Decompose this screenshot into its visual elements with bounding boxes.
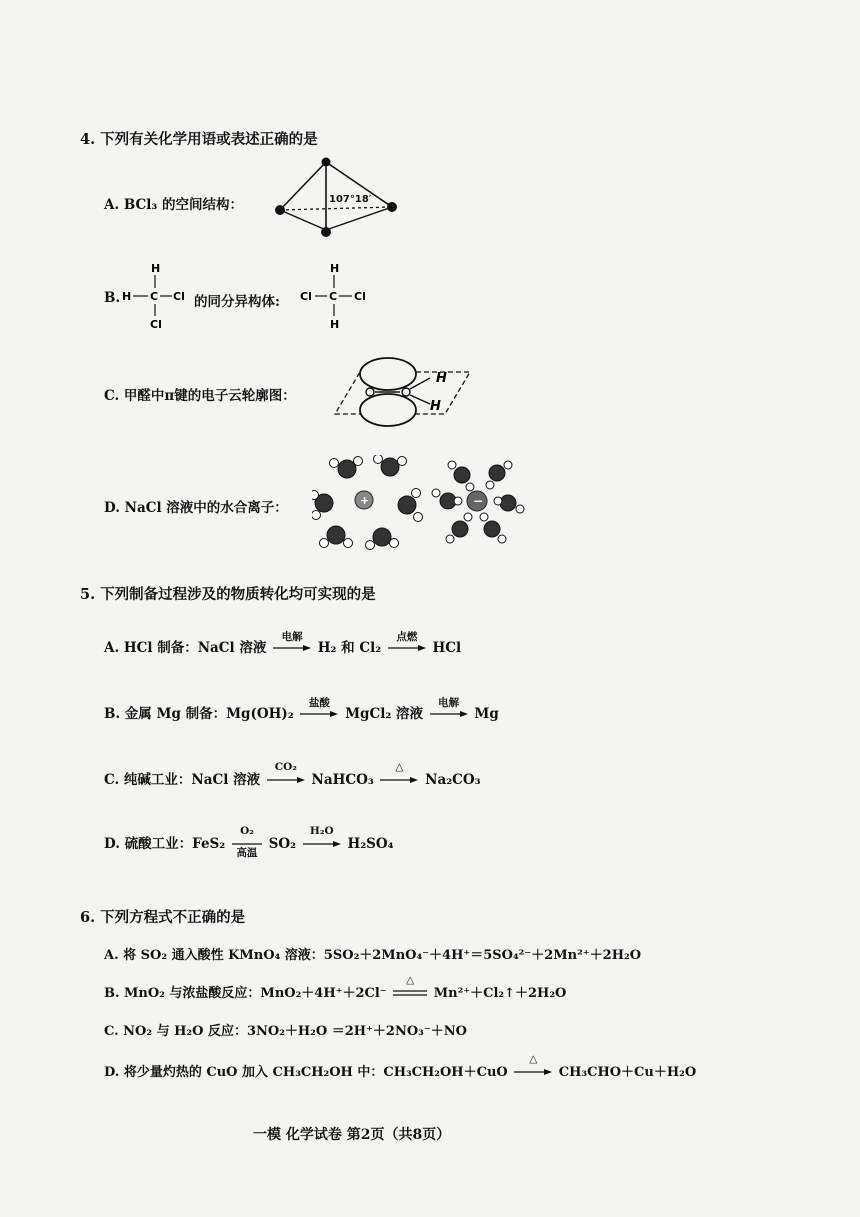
q5-option-a: A. HCl 制备：NaCl 溶液 电解 H₂ 和 Cl₂ 点燃 HCl	[104, 630, 462, 656]
q5-option-c: C. 纯碱工业：NaCl 溶液 CO₂ NaHCO₃ △ Na₂CO₃	[104, 760, 481, 788]
svg-text:Cl: Cl	[354, 290, 366, 303]
hydrated-ions-diagram	[312, 455, 532, 550]
q4-option-b-mid: 的同分异构体:	[194, 294, 280, 310]
q6-option-c: C. NO₂ 与 H₂O 反应：3NO₂＋H₂O ＝2H⁺＋2NO₃⁻＋NO	[104, 1024, 467, 1039]
q5-option-b: B. 金属 Mg 制备：Mg(OH)₂ 盐酸 MgCl₂ 溶液 电解 Mg	[104, 696, 499, 722]
q4-option-c-label: C. 甲醛中π键的电子云轮廓图：	[104, 388, 296, 404]
svg-text:H: H	[330, 262, 340, 275]
formaldehyde-pi-bond-diagram	[330, 352, 480, 432]
bond-angle-label: 107°18′	[329, 194, 372, 205]
svg-text:+: +	[360, 494, 370, 507]
q6-option-d: D. 将少量灼热的 CuO 加入 CH₃CH₂OH 中：CH₃CH₂OH＋CuO △ CH₃CHO＋Cu＋H₂O	[104, 1052, 697, 1080]
svg-text:C: C	[150, 290, 159, 303]
svg-text:Cl: Cl	[150, 318, 162, 331]
ch2cl2-structure-1	[120, 258, 190, 336]
q4-option-a-label: A. BCl₃ 的空间结构：	[104, 197, 244, 213]
svg-text:H: H	[330, 318, 340, 331]
bcl3-structure-diagram	[262, 152, 402, 242]
q6-option-a: A. 将 SO₂ 通入酸性 KMnO₄ 溶液：5SO₂＋2MnO₄⁻＋4H⁺＝5SO₄²⁻＋2Mn²⁺＋2H₂O	[104, 948, 642, 963]
q4-option-b-label: B.	[104, 290, 121, 306]
q6-stem: 6. 下列方程式不正确的是	[80, 909, 246, 926]
svg-text:H: H	[151, 262, 161, 275]
svg-text:Cl: Cl	[300, 290, 312, 303]
q5-option-d: D. 硫酸工业：FeS₂ O₂ 高温 SO₂ H₂O H₂SO₄	[104, 824, 394, 859]
q4-stem: 4. 下列有关化学用语或表述正确的是	[80, 131, 318, 148]
q4-option-d-label: D. NaCl 溶液中的水合离子：	[104, 500, 288, 516]
svg-text:H: H	[436, 371, 447, 386]
svg-text:C: C	[329, 290, 338, 303]
svg-text:Cl: Cl	[173, 290, 185, 303]
svg-text:H: H	[122, 290, 132, 303]
ch2cl2-structure-2	[298, 258, 378, 336]
q5-stem: 5. 下列制备过程涉及的物质转化均可实现的是	[80, 586, 376, 603]
svg-text:H: H	[430, 399, 441, 414]
page-footer: 一模 化学试卷 第2页（共8页）	[253, 1127, 451, 1143]
svg-text:−: −	[473, 494, 484, 508]
q6-option-b: B. MnO₂ 与浓盐酸反应：MnO₂＋4H⁺＋2Cl⁻ △ Mn²⁺＋Cl₂↑＋2H₂O	[104, 973, 567, 1001]
